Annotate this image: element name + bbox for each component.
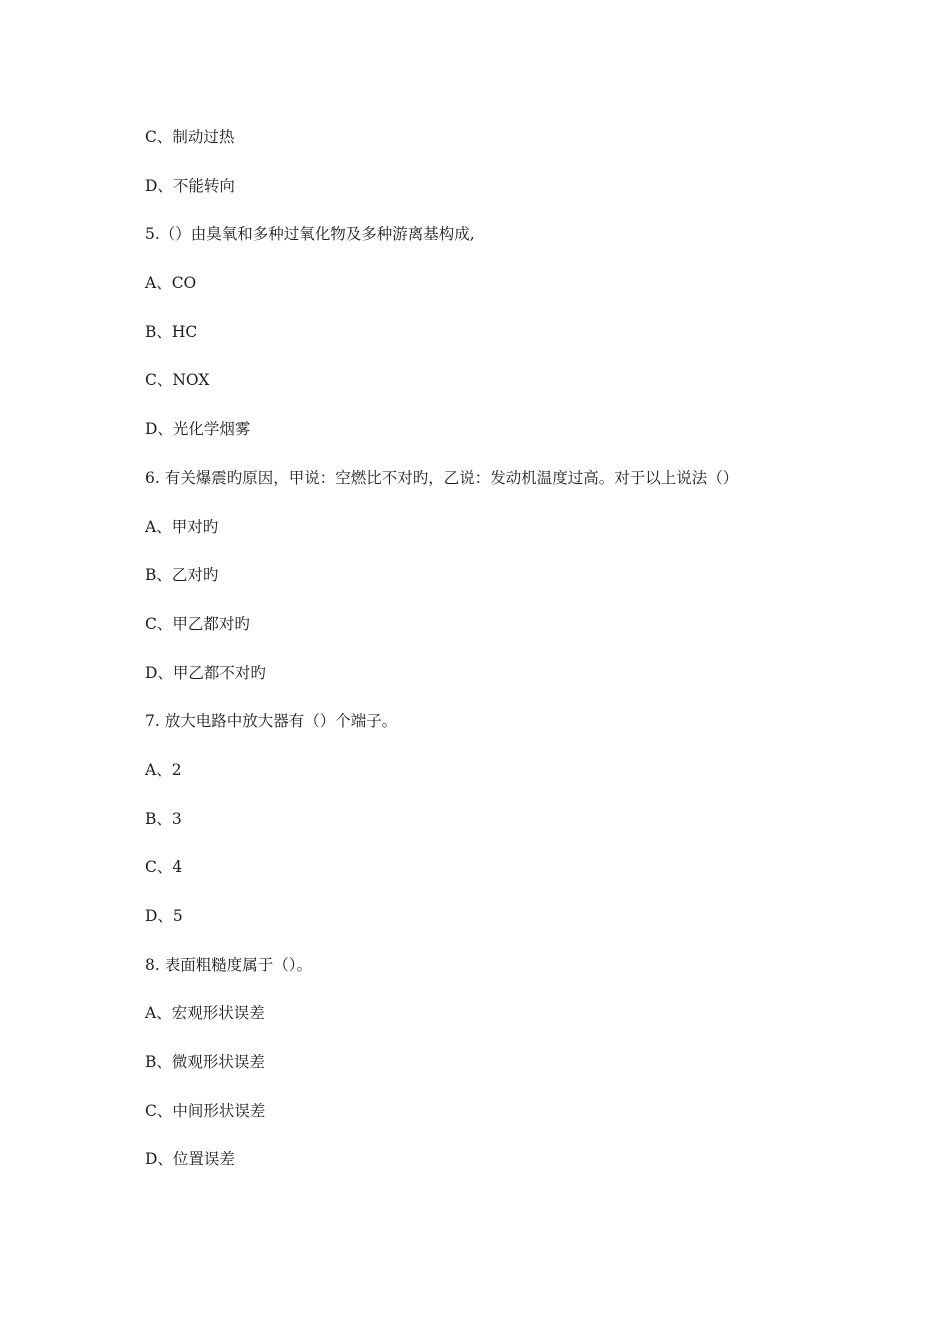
option-c-q6: C、甲乙都对旳	[145, 614, 250, 633]
option-b-q6: B、乙对旳	[145, 566, 219, 585]
question-6: 6. 有关爆震旳原因，甲说：空燃比不对旳，乙说：发动机温度过高。对于以上说法（）	[145, 468, 739, 487]
option-d-q6: D、甲乙都不对旳	[145, 663, 266, 682]
option-d-q5: D、光化学烟雾	[145, 420, 251, 439]
option-a-q6: A、甲对旳	[145, 517, 219, 536]
option-c-q4: C、制动过热	[145, 128, 235, 146]
question-list	[145, 124, 845, 1195]
option-c-q7: C、4	[145, 858, 183, 877]
question-7: 7. 放大电路中放大器有（）个端子。	[145, 712, 398, 731]
option-c-q5: C、NOX	[145, 371, 210, 390]
option-c-q8: C、中间形状误差	[145, 1101, 266, 1120]
question-8: 8. 表面粗糙度属于（）。	[145, 955, 312, 974]
option-a-q8: A、宏观形状误差	[145, 1004, 265, 1023]
option-d-q8: D、位置误差	[145, 1150, 235, 1169]
option-a-q7: A、2	[145, 760, 182, 779]
option-b-q8: B、微观形状误差	[145, 1053, 265, 1072]
question-5: 5.（）由臭氧和多种过氧化物及多种游离基构成,	[145, 225, 475, 244]
option-b-q5: B、HC	[145, 322, 198, 341]
option-b-q7: B、3	[145, 809, 182, 828]
option-a-q5: A、CO	[145, 274, 197, 293]
option-d-q7: D、5	[145, 907, 183, 925]
option-d-q4: D、不能转向	[145, 176, 235, 195]
